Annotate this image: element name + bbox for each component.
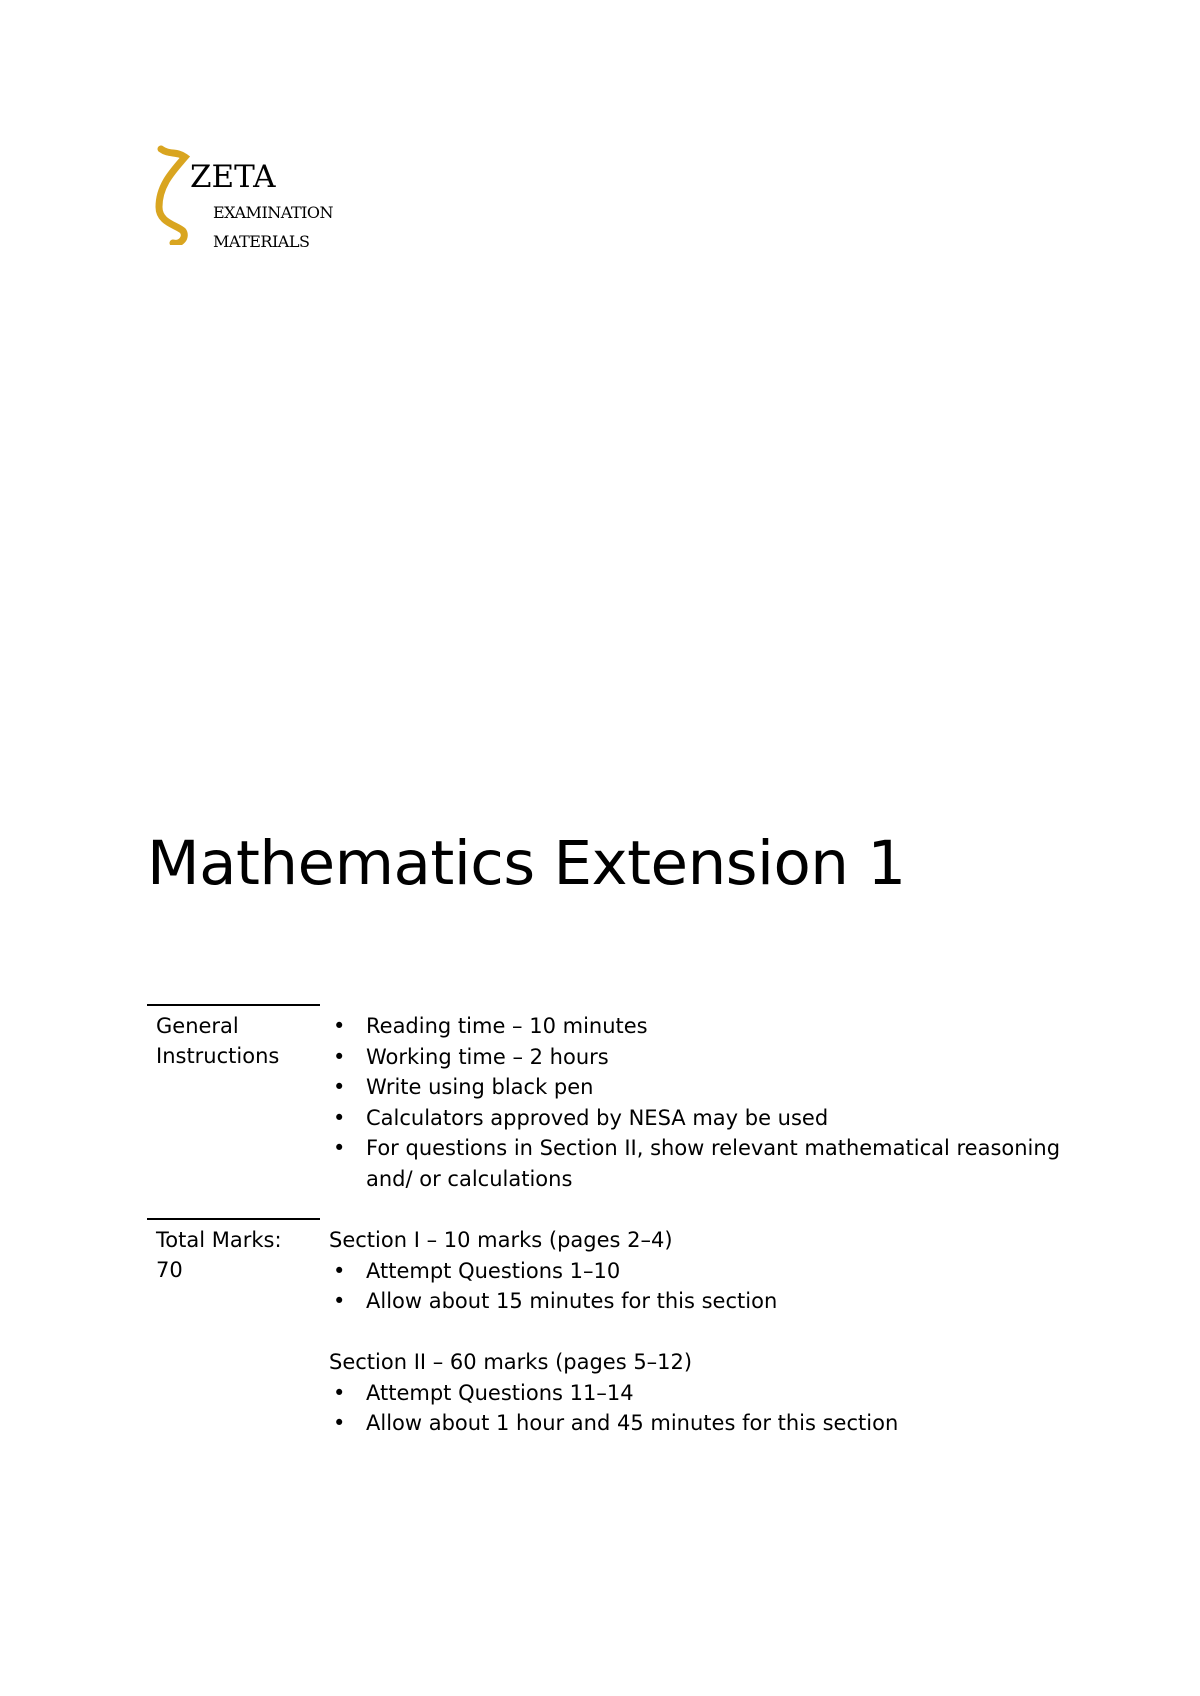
exam-title: Mathematics Extension 1 [147,828,906,899]
sections-list [329,1225,1069,1439]
section-1-heading: Section I – 10 marks (pages 2–4) [329,1228,673,1252]
logo-subtitle-line1: EXAMINATION [213,203,334,222]
general-instructions-list [329,1011,1069,1194]
list-item: • Allow about 15 minutes for this section [333,1289,778,1313]
list-item: • Attempt Questions 11–14 [333,1380,634,1405]
logo-subtitle-line2: MATERIALS [213,232,310,251]
zeta-logo [155,140,375,260]
list-item: • Attempt Questions 1–10 [333,1258,621,1283]
list-item: • Calculators approved by NESA may be used [333,1105,829,1130]
divider-rule [147,1218,320,1220]
total-marks-label: Total Marks: 70 [156,1228,282,1282]
list-item: • Working time – 2 hours [333,1044,609,1069]
list-item: • Write using black pen [333,1075,594,1099]
section-2-heading: Section II – 60 marks (pages 5–12) [329,1350,693,1374]
general-instructions-label: General Instructions [156,1014,280,1068]
list-item: • For questions in Section II, show relevant mathematical reasoning and/ or calculations [333,1136,1061,1191]
list-item: • Allow about 1 hour and 45 minutes for this section [333,1411,899,1435]
divider-rule [147,1004,320,1006]
list-item: • Reading time – 10 minutes [333,1014,648,1038]
logo-brand-text: ZETA [190,159,276,195]
